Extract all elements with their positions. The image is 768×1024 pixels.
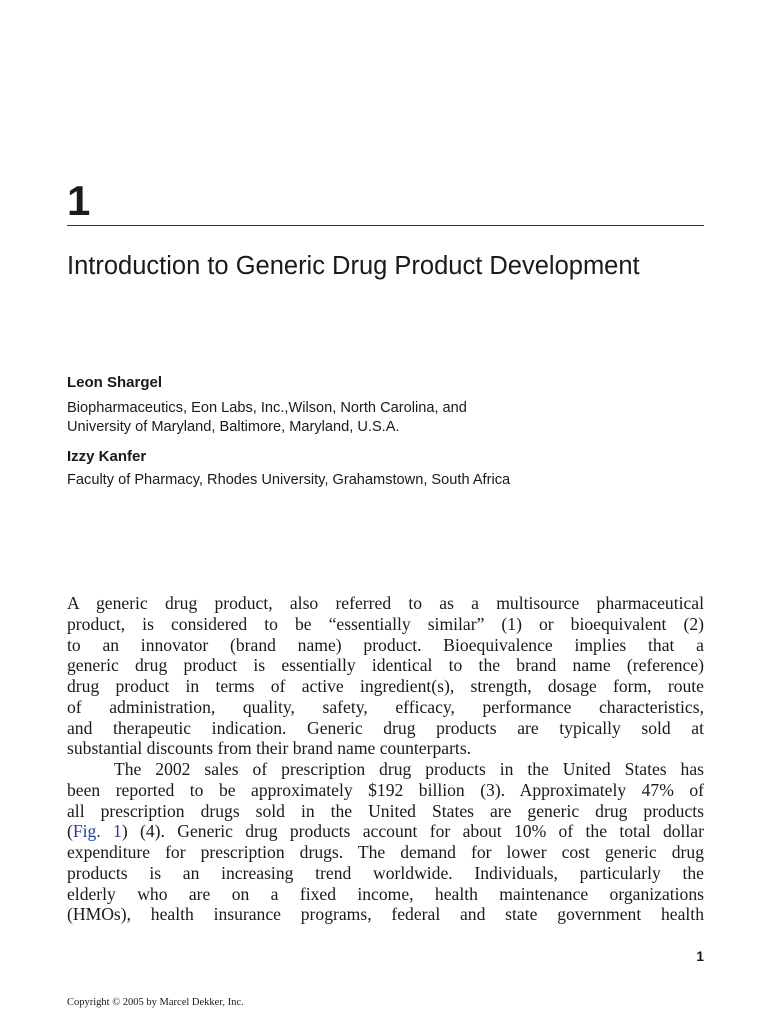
body-text: [67, 593, 704, 925]
text-line: expenditure for prescription drugs. The demand for lower cost generic drug: [67, 842, 704, 862]
chapter-divider: [67, 225, 704, 226]
affiliation-line: Faculty of Pharmacy, Rhodes University, Grahamstown, South Africa: [67, 472, 511, 488]
paragraph-1: [67, 593, 704, 759]
text-line: and therapeutic indication. Generic drug products are typically sold at: [67, 717, 704, 738]
paragraph-2: [67, 759, 704, 925]
text-line: elderly who are on a fixed income, health maintenance organizations: [67, 883, 704, 904]
page-number: 1: [696, 948, 704, 964]
text-line: The 2002 sales of prescription drug products in the United States has: [114, 759, 704, 779]
text-line: substantial discounts from their brand name counterparts.: [67, 738, 472, 759]
text-line: generic drug product is essentially identical to the brand name (reference): [67, 655, 704, 676]
text-line: (HMOs), health insurance programs, federal and state government health: [67, 904, 704, 925]
chapter-number: 1: [67, 177, 91, 224]
text-line: product, is considered to be “essentially similar” (1) or bioequivalent (2): [67, 613, 704, 634]
author-name-2: Izzy Kanfer: [67, 448, 147, 465]
text-line: drug product in terms of active ingredient(s), strength, dosage form, route: [67, 676, 704, 696]
text-line-with-figure-ref: [67, 821, 704, 842]
fig-line-rest: ) (4). Generic drug products account for about 10% of the total dollar: [121, 821, 704, 842]
paren-open: (: [67, 821, 73, 842]
author-affiliation-2: [67, 471, 510, 490]
author-affiliation-1: [67, 399, 467, 437]
text-line: to an innovator (brand name) product. Bioequivalence implies that a: [67, 634, 704, 655]
figure-1-link[interactable]: Fig. 1: [72, 821, 122, 842]
chapter-title: Introduction to Generic Drug Product Development: [67, 252, 640, 280]
author-name-1: Leon Shargel: [67, 374, 163, 391]
text-line: been reported to be approximately $192 billion (3). Approximately 47% of: [67, 779, 704, 800]
affiliation-line: University of Maryland, Baltimore, Maryland, U.S.A.: [67, 419, 400, 435]
text-line: of administration, quality, safety, efficacy, performance characteristics,: [67, 696, 704, 717]
affiliation-line: Biopharmaceutics, Eon Labs, Inc.,Wilson, North Carolina, and: [67, 400, 467, 416]
text-line: all prescription drugs sold in the United States are generic drug products: [67, 800, 704, 821]
text-line: A generic drug product, also referred to as a multisource pharmaceutical: [67, 593, 704, 613]
text-line: products is an increasing trend worldwide. Individuals, particularly the: [67, 862, 704, 883]
copyright-notice: Copyright © 2005 by Marcel Dekker, Inc.: [67, 997, 244, 1008]
